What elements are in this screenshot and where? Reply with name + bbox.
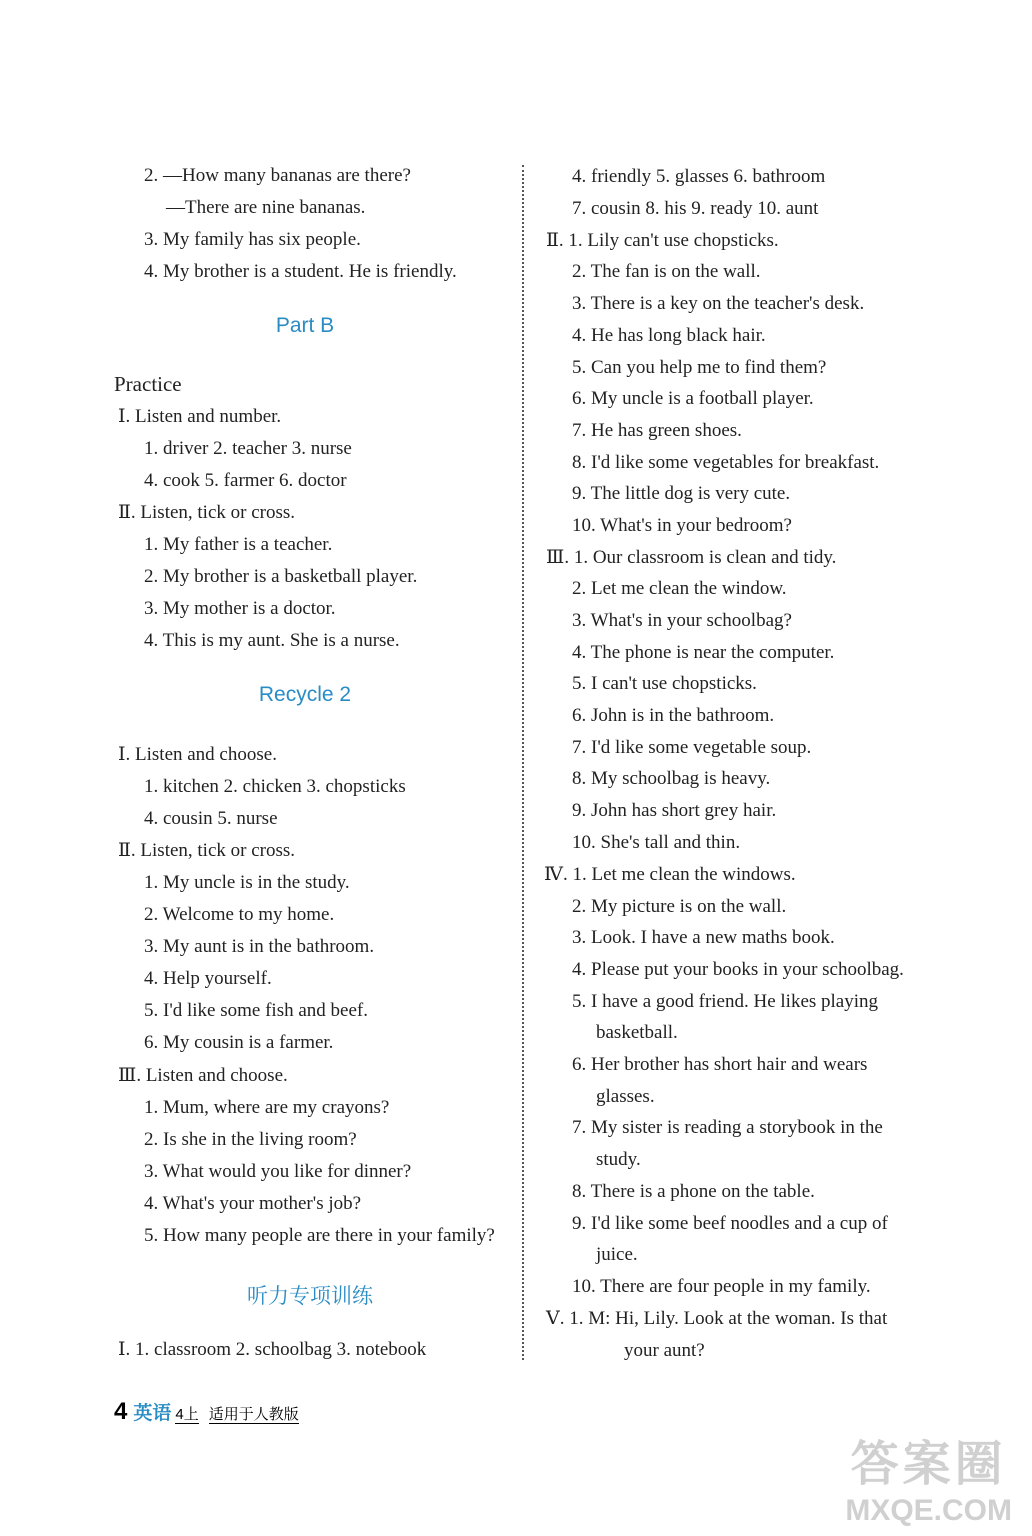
- answer-line: 4. My brother is a student. He is friendly.: [144, 261, 457, 282]
- answer-line: 8. I'd like some vegetables for breakfast.: [572, 452, 880, 473]
- edition-label: 适用于人教版: [208, 1406, 299, 1423]
- answer-line: 3. My family has six people.: [144, 229, 361, 250]
- answer-line: 2. Let me clean the window.: [572, 578, 787, 599]
- answer-line: 1. Mum, where are my crayons?: [144, 1097, 390, 1118]
- answer-line: 4. Help yourself.: [144, 968, 272, 989]
- answer-line: 4. Please put your books in your schoolbag.: [572, 959, 904, 980]
- answer-line: 7. I'd like some vegetable soup.: [572, 737, 812, 758]
- answer-line-continued: study.: [596, 1149, 641, 1170]
- answer-line: 9. The little dog is very cute.: [572, 483, 791, 504]
- section-heading-recycle-2: Recycle 2: [258, 683, 352, 706]
- answer-line: 4. He has long black hair.: [572, 325, 766, 346]
- answer-line: 3. What would you like for dinner?: [144, 1161, 412, 1182]
- answer-line: 1. My uncle is in the study.: [144, 872, 350, 893]
- exercise-title: Ⅰ. Listen and number.: [118, 406, 282, 427]
- exercise-title: Ⅲ. Listen and choose.: [118, 1065, 288, 1086]
- column-divider: [522, 165, 524, 1360]
- answer-line: 2. Is she in the living room?: [144, 1129, 357, 1150]
- answer-line: 2. Welcome to my home.: [144, 904, 335, 925]
- answer-line: 2. —How many bananas are there?: [144, 165, 411, 186]
- site-watermark: [845, 1425, 1012, 1528]
- answer-line: Ⅰ. 1. classroom 2. schoolbag 3. notebook: [118, 1339, 427, 1360]
- answer-line-continued: glasses.: [596, 1086, 655, 1107]
- answer-line: 7. My sister is reading a storybook in the: [572, 1117, 883, 1138]
- answer-line-continued: juice.: [596, 1244, 638, 1265]
- answer-line: 8. My schoolbag is heavy.: [572, 768, 771, 789]
- answer-line: 4. The phone is near the computer.: [572, 642, 835, 663]
- answer-line: 6. Her brother has short hair and wears: [572, 1054, 868, 1075]
- answer-line: 4. cook 5. farmer 6. doctor: [144, 470, 347, 491]
- answer-line: 5. I have a good friend. He likes playing: [572, 991, 879, 1012]
- answer-line: 3. There is a key on the teacher's desk.: [572, 293, 865, 314]
- answer-line: 4. friendly 5. glasses 6. bathroom: [572, 166, 826, 187]
- answer-line: 6. My uncle is a football player.: [572, 388, 814, 409]
- answer-line: 10. There are four people in my family.: [572, 1276, 871, 1297]
- answer-line: 7. cousin 8. his 9. ready 10. aunt: [572, 198, 819, 219]
- answer-line: 7. He has green shoes.: [572, 420, 742, 441]
- exercise-title: Ⅱ. Listen, tick or cross.: [118, 840, 296, 861]
- answer-line: 10. What's in your bedroom?: [572, 515, 792, 536]
- answer-line: 9. John has short grey hair.: [572, 800, 777, 821]
- answer-line: 1. My father is a teacher.: [144, 534, 333, 555]
- answer-line: 2. My picture is on the wall.: [572, 896, 787, 917]
- answer-line: 5. How many people are there in your family?: [144, 1225, 495, 1246]
- exercise-title: Ⅱ. 1. Lily can't use chopsticks.: [546, 230, 779, 251]
- page-footer: [114, 1398, 299, 1426]
- subsection-heading-practice: Practice: [114, 372, 182, 396]
- answer-line: 3. Look. I have a new maths book.: [572, 927, 835, 948]
- answer-line-continued: your aunt?: [624, 1340, 705, 1361]
- page-number: 4: [114, 1398, 128, 1425]
- watermark-logo-text: 答案圈: [850, 1438, 1007, 1491]
- answer-line: —There are nine bananas.: [166, 197, 366, 218]
- answer-line-continued: basketball.: [596, 1022, 678, 1043]
- answer-line: 4. cousin 5. nurse: [144, 808, 278, 829]
- answer-line: 5. Can you help me to find them?: [572, 357, 827, 378]
- answer-line: 8. There is a phone on the table.: [572, 1181, 815, 1202]
- exercise-title: Ⅱ. Listen, tick or cross.: [118, 502, 296, 523]
- exercise-title: Ⅴ. 1. M: Hi, Lily. Look at the woman. Is that: [546, 1308, 888, 1329]
- grade-label: 4上: [175, 1406, 199, 1423]
- answer-line: 5. I'd like some fish and beef.: [144, 1000, 368, 1021]
- answer-line: 3. What's in your schoolbag?: [572, 610, 792, 631]
- section-heading-part-b: Part B: [275, 314, 335, 337]
- answer-line: 3. My aunt is in the bathroom.: [144, 936, 375, 957]
- answer-line: 6. My cousin is a farmer.: [144, 1032, 334, 1053]
- answer-line: 4. What's your mother's job?: [144, 1193, 362, 1214]
- answer-line: 4. This is my aunt. She is a nurse.: [144, 630, 400, 651]
- answer-line: 2. My brother is a basketball player.: [144, 566, 418, 587]
- exercise-title: Ⅰ. Listen and choose.: [118, 744, 277, 765]
- answer-line: 1. driver 2. teacher 3. nurse: [144, 438, 352, 459]
- answer-line: 10. She's tall and thin.: [572, 832, 741, 853]
- subject-label: 英语: [133, 1403, 172, 1424]
- section-heading-listening: 听力专项训练: [247, 1284, 373, 1308]
- answer-line: 3. My mother is a doctor.: [144, 598, 336, 619]
- answer-line: 6. John is in the bathroom.: [572, 705, 775, 726]
- answer-line: 9. I'd like some beef noodles and a cup of: [572, 1213, 888, 1234]
- exercise-title: Ⅲ. 1. Our classroom is clean and tidy.: [546, 547, 837, 568]
- answer-line: 2. The fan is on the wall.: [572, 261, 761, 282]
- exercise-title: Ⅳ. 1. Let me clean the windows.: [544, 864, 796, 885]
- watermark-url: MXQE.COM: [845, 1494, 1012, 1527]
- answer-line: 1. kitchen 2. chicken 3. chopsticks: [144, 776, 406, 797]
- answer-line: 5. I can't use chopsticks.: [572, 673, 757, 694]
